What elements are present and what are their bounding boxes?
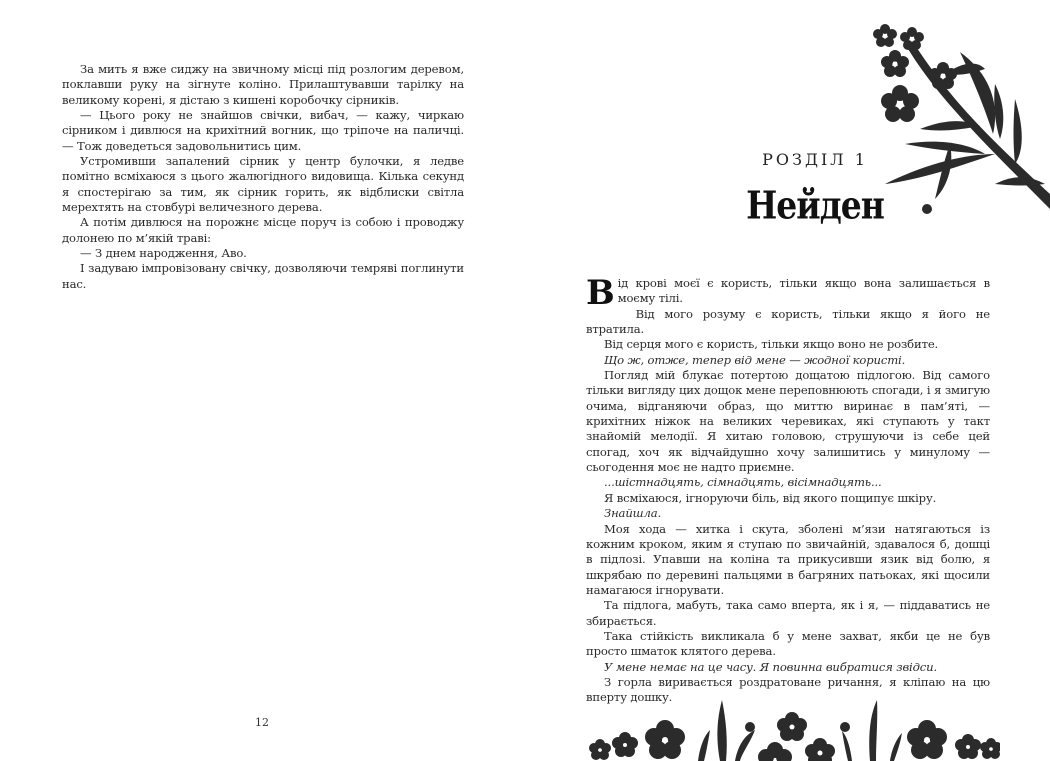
paragraph: Я всміхаюся, ігноруючи біль, від якого пощипує шкіру. [604,490,937,505]
paragraph-italic: ...шістнадцять, сімнадцять, вісімнадцять... [604,475,882,490]
opening-paragraph [586,273,990,313]
paragraph: — З днем народження, Аво. [80,246,247,261]
paragraph: Від серця мого є користь, тільки якщо воно не розбите. [604,337,939,352]
paragraph: І задуваю імпровізовану свічку, дозволяючи темряві поглинути нас. [62,261,464,291]
right-page [525,0,1050,761]
paragraph: За мить я вже сиджу на звичному місці під розлогим деревом, поклавши руку на зігнуте коліно. Прилаштувавши тарілку на великому корені, я дістаю з кишені коробочку сірників. [62,62,464,107]
paragraph: З горла виривається роздратоване ричання, я кліпаю на цю вперту дошку. [586,674,990,705]
paragraph: Від мого розуму є користь, тільки якщо я його не втратила. [586,306,990,337]
paragraph: Така стійкість викликала б у мене захват, якби це не був просто шматок клятого дерева. [586,628,990,659]
paragraph: Моя хода — хитка і скута, зболені м’язи натягаються із кожним кроком, яким я ступаю по звичайній, здавалося б, дошці в підлозі. Упавши на коліна та прикусивши язик від болю, я шкрябаю по деревині пальцями в багряних патьоках, які щосили намагаюся ігнорувати. [586,521,990,597]
paragraph-italic: Знайшла. [604,506,662,521]
paragraph: Та підлога, мабуть, така само вперта, як і я, — піддаватись не збирається. [586,598,990,628]
opening-text: ід крові моєї є користь, тільки якщо вона залишається в моєму тілі. [617,276,990,306]
right-page-text [586,273,990,706]
chapter-label: РОЗДІЛ 1 [762,150,868,169]
paragraph-italic: У мене немає на це часу. Я повинна вибратися звідси. [604,659,937,674]
paragraph: Погляд мій блукає потертою дощатою підлогою. Від самого тільки вигляду цих дощок мене переповнюють спогади, і я змигую очима, відганяючи образ, що миттю виринає в пам’яті, — крихітних ніжок на великих черевиках, які ступають у такт знайомій мелодії. Я хитаю головою, струшуючи із себе цей спогад, хоч як відчайдушно хочу залишитись у минулому — сьогодення моє не надто приємне. [586,368,990,475]
drop-cap: В [586,273,615,313]
page-number: 12 [255,716,269,729]
paragraph: — Цього року не знайшов свічки, вибач, — кажу, чиркаю сірником і дивлюся на крихітний вогник, що тріпоче на паличці. — Тож доведеться задовольнитись цим. [62,108,464,153]
paragraph: А потім дивлюся на порожнє місце поруч із собою і проводжу долонею по м’якій траві: [62,215,464,245]
paragraph-italic: Що ж, отже, тепер від мене — жодної користі. [604,352,906,367]
chapter-title: Нейден [746,183,884,228]
flower-border-icon [580,695,1000,761]
left-page-text [62,62,464,292]
paragraph: Устромивши запалений сірник у центр булочки, я ледве помітно всміхаюся з цього жалюгідного видовища. Кілька секунд я спостерігаю за тим, як сірник горить, як відблиски світла мерехтять на стовбурі величезного дерева. [62,154,464,215]
